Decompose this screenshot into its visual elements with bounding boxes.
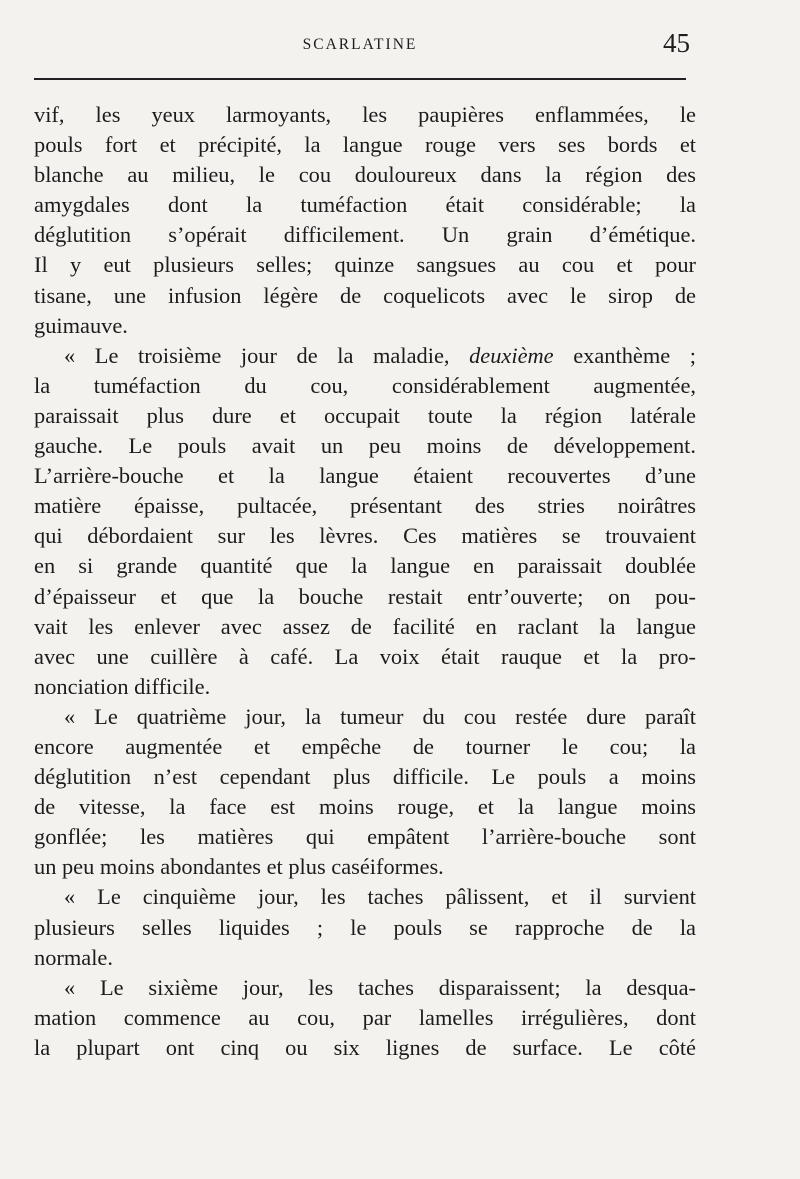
text-line: gonflée; les matières qui empâtent l’arrière-bouche sont [34, 824, 696, 850]
text-line: « Le sixième jour, les taches disparaissent; la desqua- [64, 974, 696, 1000]
running-title: SCARLATINE [302, 36, 418, 53]
text-line: vait les enlever avec assez de facilité en raclant la langue [34, 613, 696, 639]
text-line: gauche. Le pouls avait un peu moins de développement. [34, 433, 696, 459]
text-line: pouls fort et précipité, la langue rouge vers ses bords et [34, 132, 696, 158]
text-fragment: « Le troisième jour de la maladie, [64, 342, 470, 368]
text-line: un peu moins abondantes et plus caséiformes. [34, 854, 444, 880]
text-line: blanche au milieu, le cou douloureux dans la région des [34, 162, 696, 188]
header-rule [34, 78, 686, 80]
text-line: la tuméfaction du cou, considérablement augmentée, [34, 372, 696, 398]
italic-word: deuxième [469, 342, 554, 368]
text-line: la plupart ont cinq ou six lignes de surface. Le côté [34, 1034, 696, 1060]
text-line: normale. [34, 944, 113, 970]
text-line [34, 341, 696, 371]
text-line: Il y eut plusieurs selles; quinze sangsues au cou et pour [34, 252, 696, 278]
text-line: avec une cuillère à café. La voix était rauque et la pro- [34, 643, 696, 669]
body-text [34, 100, 696, 1063]
text-line: « Le quatrième jour, la tumeur du cou restée dure paraît [64, 703, 696, 729]
text-line: tisane, une infusion légère de coquelicots avec le sirop de [34, 282, 696, 308]
text-line: mation commence au cou, par lamelles irrégulières, dont [34, 1004, 696, 1030]
text-line: amygdales dont la tuméfaction était considérable; la [34, 192, 696, 218]
text-line: déglutition n’est cependant plus difficile. Le pouls a moins [34, 764, 696, 790]
text-line: de vitesse, la face est moins rouge, et la langue moins [34, 794, 696, 820]
text-line: L’arrière-bouche et la langue étaient recouvertes d’une [34, 463, 696, 489]
text-line: « Le cinquième jour, les taches pâlissent, et il survient [64, 884, 696, 910]
text-line: encore augmentée et empêche de tourner le cou; la [34, 733, 696, 759]
text-fragment: exanthème ; [553, 342, 696, 368]
text-line: d’épaisseur et que la bouche restait entr’ouverte; on pou- [34, 583, 696, 609]
text-line: vif, les yeux larmoyants, les paupières enflammées, le [34, 102, 696, 127]
text-line: paraissait plus dure et occupait toute la région latérale [34, 402, 696, 428]
text-line: nonciation difficile. [34, 673, 211, 699]
text-line: déglutition s’opérait difficilement. Un grain d’émétique. [34, 222, 696, 248]
text-line: plusieurs selles liquides ; le pouls se rapproche de la [34, 914, 696, 940]
text-line: qui débordaient sur les lèvres. Ces matières se trouvaient [34, 523, 696, 549]
page-number: 45 [663, 28, 690, 58]
text-line: matière épaisse, pultacée, présentant des stries noirâtres [34, 493, 696, 519]
text-line: guimauve. [34, 312, 128, 338]
page-header [34, 28, 690, 62]
text-line: en si grande quantité que la langue en paraissait doublée [34, 553, 696, 579]
